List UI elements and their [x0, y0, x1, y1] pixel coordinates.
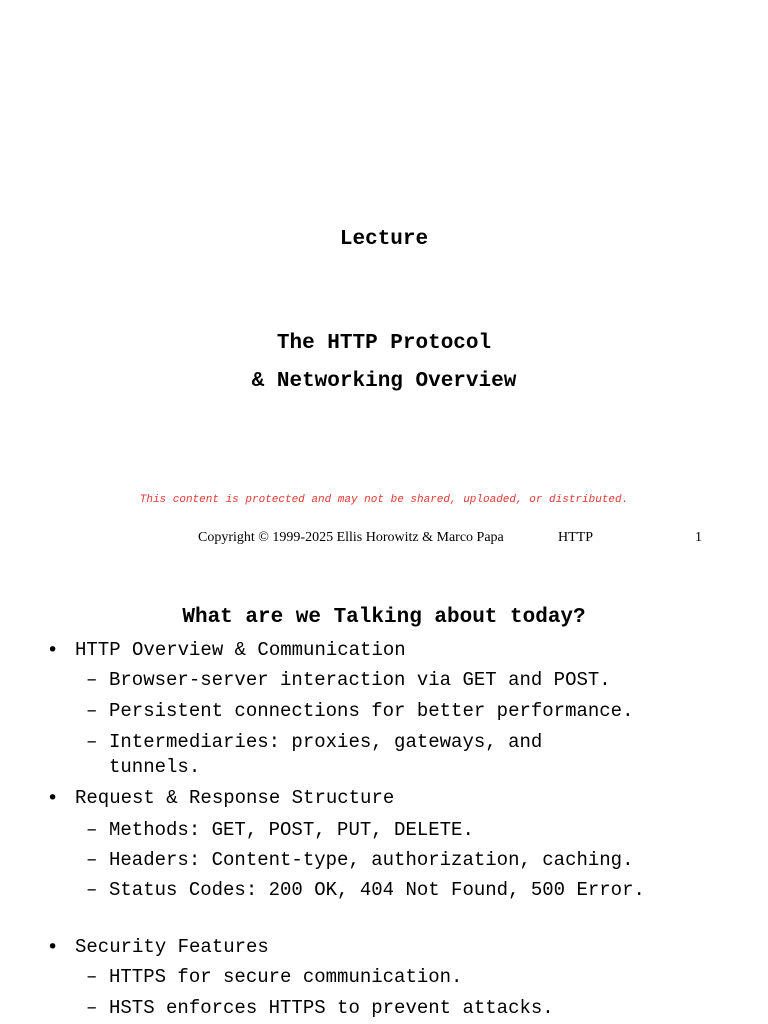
title-line-2: & Networking Overview — [251, 370, 517, 393]
protection-notice: This content is protected and may not be shared, uploaded, or distributed. — [139, 494, 629, 506]
footer-copyright: Copyright © 1999-2025 Ellis Horowitz & Marco Papa — [198, 530, 504, 545]
dash-icon: – — [86, 731, 98, 753]
bullet-label: Request & Response Structure — [75, 787, 395, 809]
dash-icon: – — [86, 849, 98, 871]
dash-icon: – — [86, 966, 98, 988]
footer-page-number: 1 — [695, 530, 702, 545]
slide-2-title: What are we Talking about today? — [182, 606, 586, 629]
footer-topic: HTTP — [558, 530, 593, 545]
sub-bullet-text: Persistent connections for better performance. — [109, 700, 634, 722]
dash-icon: – — [86, 997, 98, 1019]
sub-bullet-text: Headers: Content-type, authorization, caching. — [109, 849, 634, 871]
sub-bullet-text: HTTPS for secure communication. — [109, 966, 463, 988]
dash-icon: – — [86, 819, 98, 841]
lecture-heading: Lecture — [339, 228, 429, 251]
bullet-label: Security Features — [75, 936, 269, 958]
bullet-icon: • — [47, 639, 59, 661]
bullet-icon: • — [47, 787, 59, 809]
dash-icon: – — [86, 879, 98, 901]
sub-bullet-text: Browser-server interaction via GET and POST. — [109, 669, 611, 691]
sub-bullet-text: Intermediaries: proxies, gateways, and tunnels. — [109, 731, 543, 778]
bullet-label: HTTP Overview & Communication — [75, 639, 406, 661]
sub-bullet-text: Status Codes: 200 OK, 404 Not Found, 500 Error. — [109, 879, 645, 901]
dash-icon: – — [86, 669, 98, 691]
sub-bullet-text: HSTS enforces HTTPS to prevent attacks. — [109, 997, 554, 1019]
title-line-1: The HTTP Protocol — [276, 332, 492, 355]
dash-icon: – — [86, 700, 98, 722]
bullet-icon: • — [47, 936, 59, 958]
sub-bullet-text: Methods: GET, POST, PUT, DELETE. — [109, 819, 474, 841]
